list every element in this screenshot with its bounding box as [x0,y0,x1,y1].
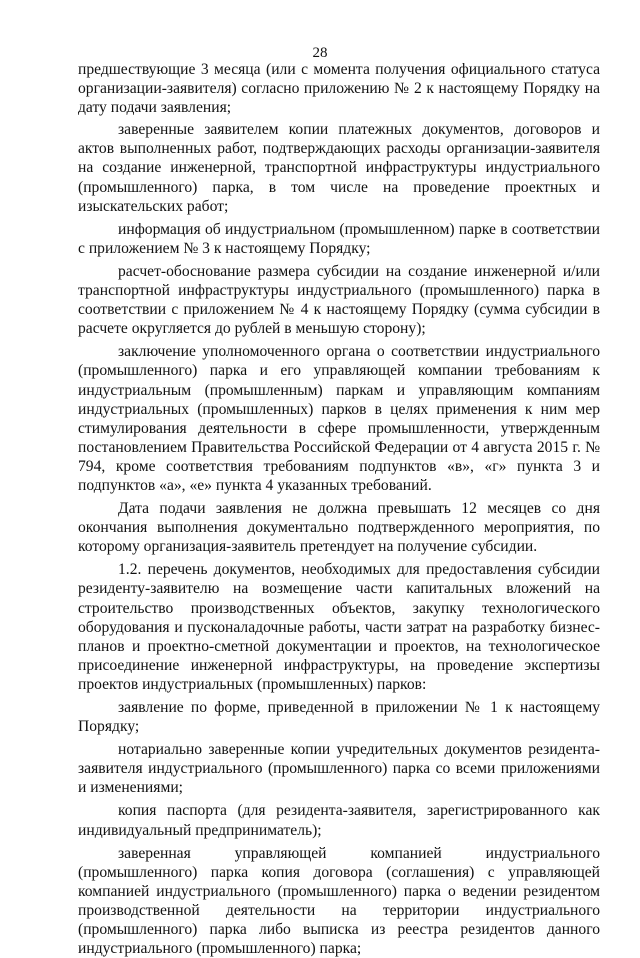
paragraph-application-form: заявление по форме, приведенной в приложении № 1 к настоящему Порядку; [78,699,600,736]
document-body [78,60,600,958]
paragraph-subsidy-calculation: расчет-обоснование размера субсидии на создание инженерной и/или транспортной инфраструктуры индустриального (промышленного) парка в соответствии с приложением № 4 к настоящему Порядку (сумма субсидии в расчете округляется до рублей в меньшую сторону); [78,262,600,338]
paragraph-filing-deadline: Дата подачи заявления не должна превышать 12 месяцев со дня окончания выполнения документально подтвержденного мероприятия, по которому организация-заявитель претендует на получение субсидии. [78,500,600,556]
paragraph-park-information: информация об индустриальном (промышленном) парке в соответствии с приложением № 3 к настоящему Порядку; [78,220,600,257]
paragraph-authority-conclusion: заключение уполномоченного органа о соответствии индустриального (промышленного) парка и его управляющей компании требованиям к индустриальным (промышленным) паркам и управляющим компаниям индустриальных (промышленных) парков в целях применения к ним мер стимулирования деятельности в сфере промышленности, утвержденным постановлением Правительства Российской Федерации от 4 августа 2015 г. № 794, кроме соответствия требованиям подпунктов «в», «г» пункта 3 и подпунктов «а», «е» пункта 4 указанных требований. [78,343,600,494]
paragraph-residency-agreement: заверенная управляющей компанией индустриального (промышленного) парка копия договора (соглашения) с управляющей компанией индустриального (промышленного) парка о ведении резидентом производственной деятельности на территории индустриального (промышленного) парка либо выписка из реестра резидентов данного индустриального (промышленного) парка; [78,844,600,958]
paragraph-section-1-2: 1.2. перечень документов, необходимых для предоставления субсидии резиденту-заявителю на возмещение части капитальных вложений на строительство производственных объектов, закупку технологического оборудования и пусконаладочные работы, части затрат на разработку бизнес-планов и проектно-сметной документации и проектов, на технологическое присоединение инженерной инфраструктуры, на проведение экспертизы проектов индустриальных (промышленных) парков: [78,561,600,693]
paragraph-founding-documents: нотариально заверенные копии учредительных документов резидента-заявителя индустриального (промышленного) парка со всеми приложениями и изменениями; [78,741,600,797]
paragraph-passport-copy: копия паспорта (для резидента-заявителя, зарегистрированного как индивидуальный предприниматель); [78,802,600,839]
page-number: 28 [312,45,328,61]
paragraph-payment-documents: заверенные заявителем копии платежных документов, договоров и актов выполненных работ, подтверждающих расходы организации-заявителя на создание инженерной, транспортной инфраструктуры индустриального (промышленного) парка, в том числе на проведение проектных и изыскательских работ; [78,121,600,215]
paragraph-continuation: предшествующие 3 месяца (или с момента получения официального статуса организации-заявителя) согласно приложению № 2 к настоящему Порядку на дату подачи заявления; [78,61,600,117]
